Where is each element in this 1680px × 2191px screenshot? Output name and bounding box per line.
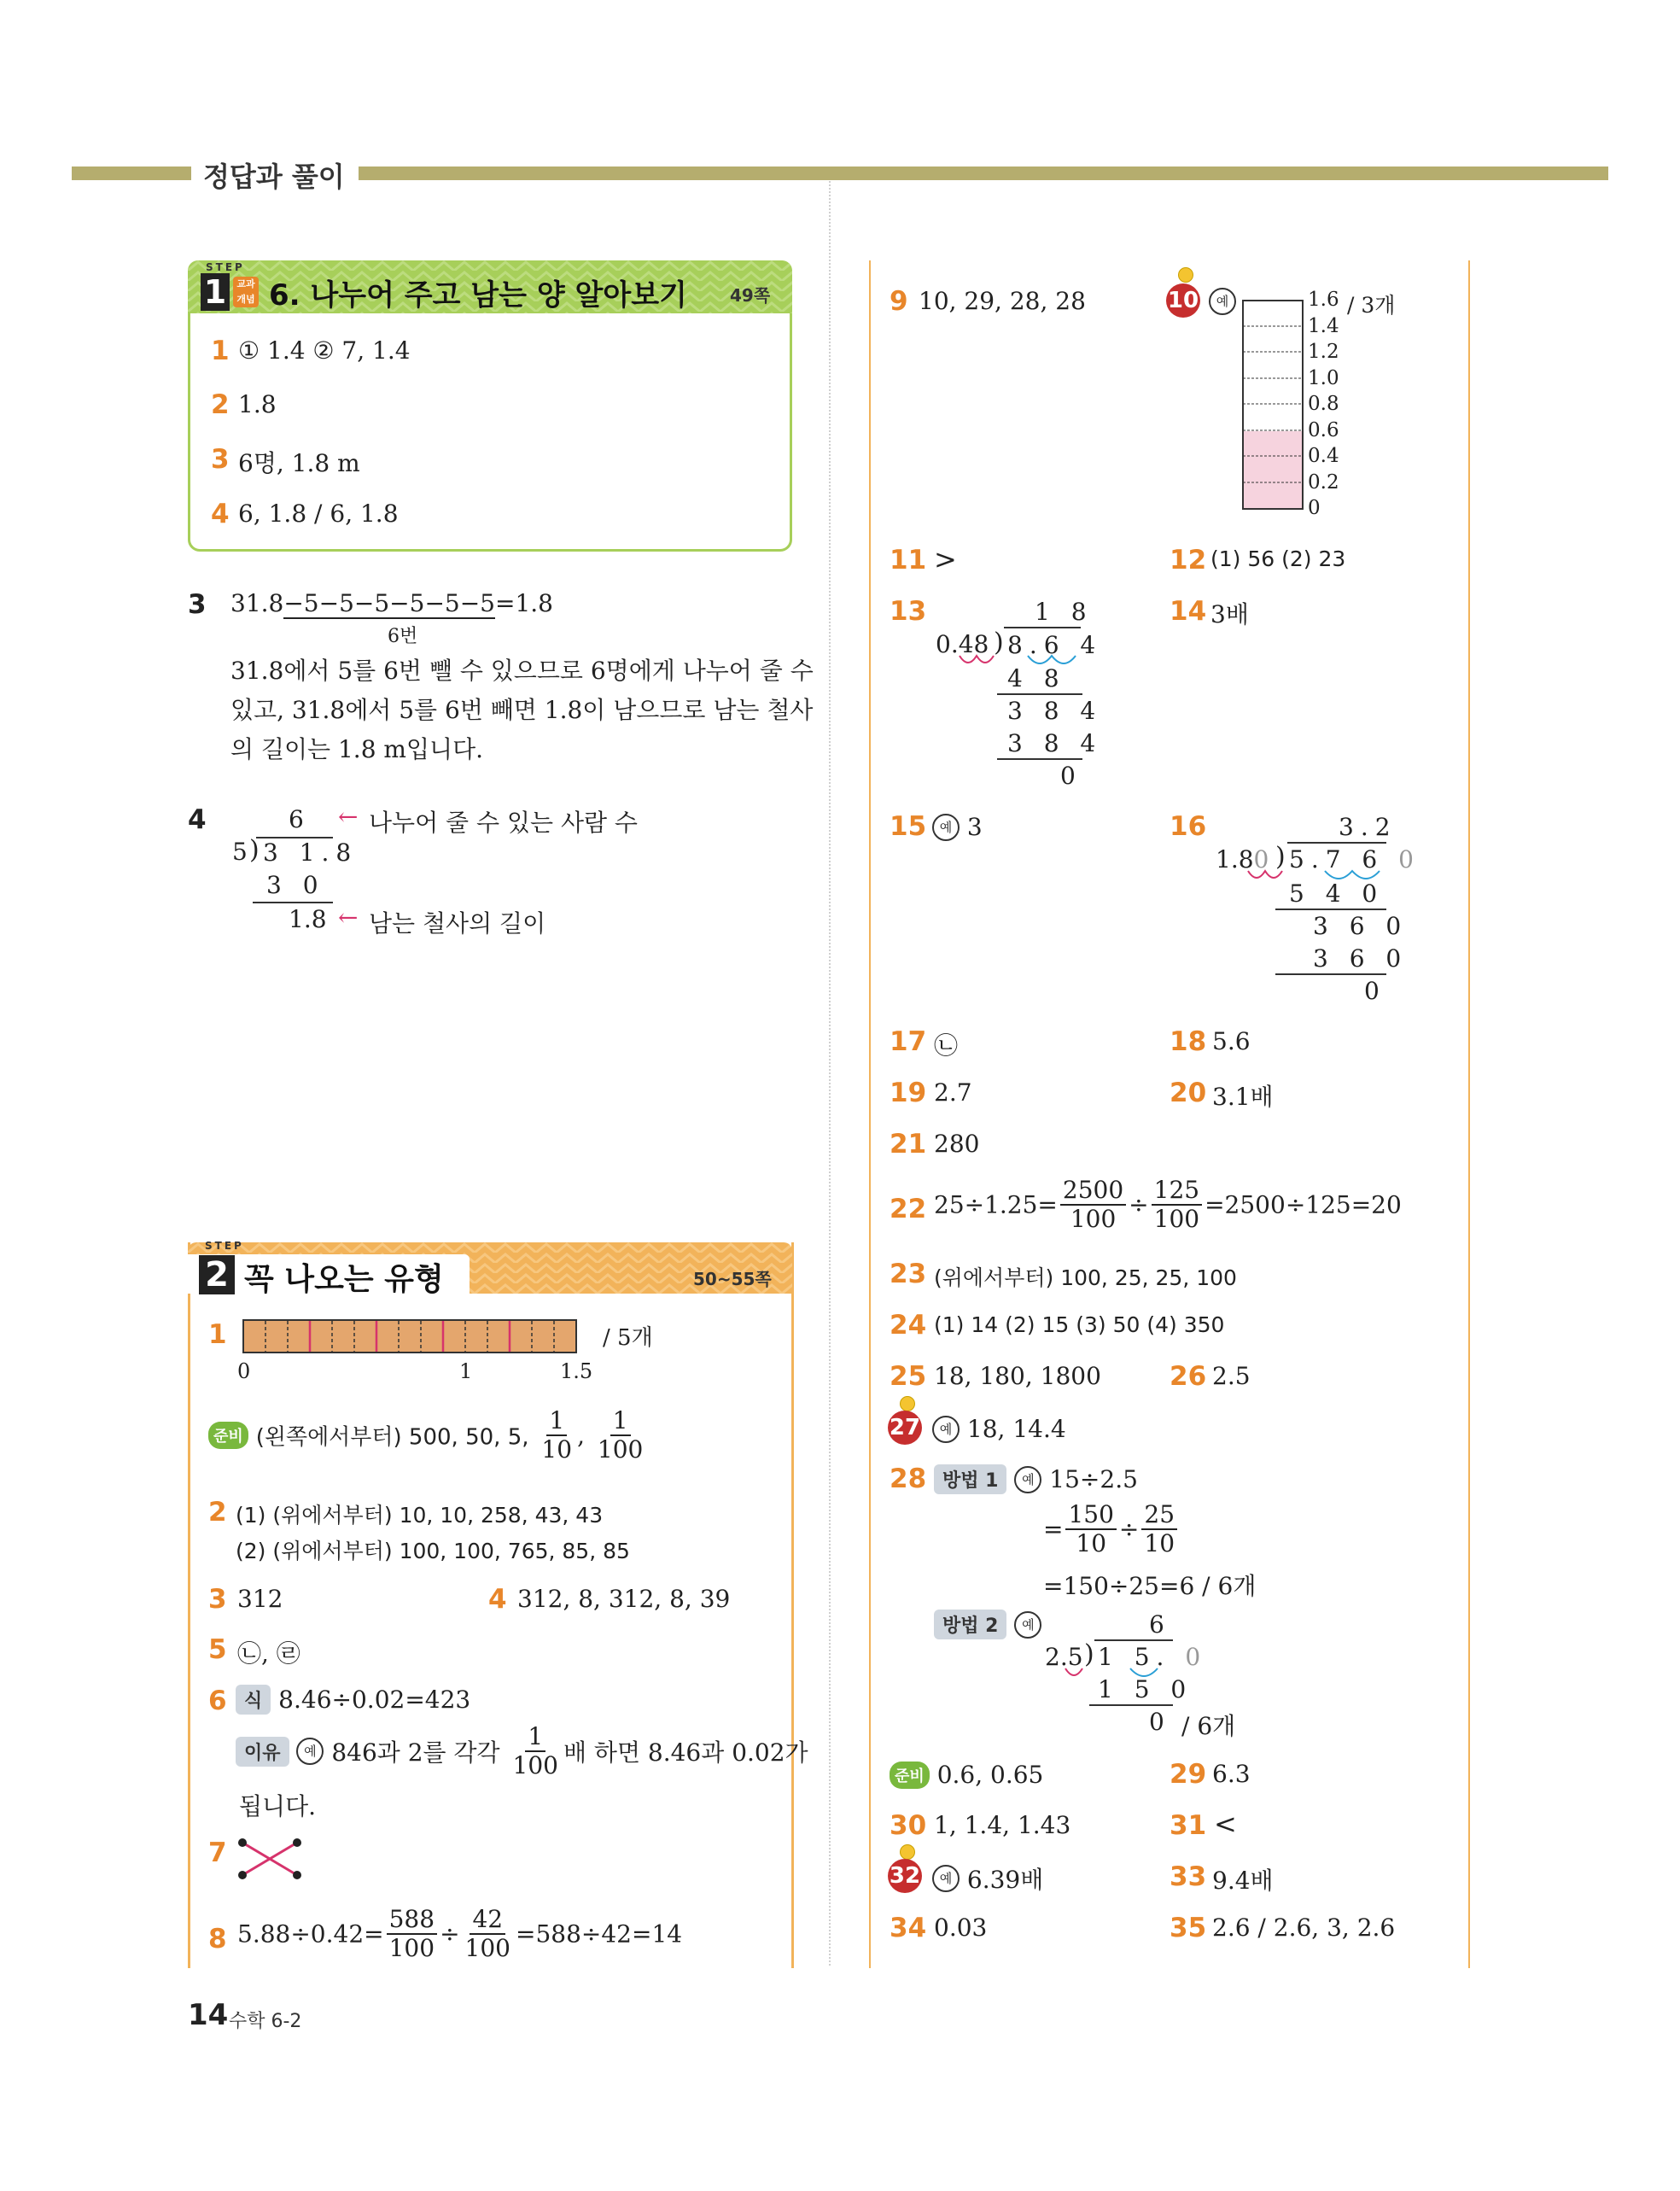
method2-tag: 방법 2: [934, 1610, 1006, 1639]
example-icon: 예: [932, 814, 960, 841]
example-icon: 예: [1014, 1611, 1041, 1639]
q28-l1: 15÷2.5: [1049, 1465, 1138, 1493]
q27-num-badge: 27: [888, 1411, 922, 1445]
sol4-rule: [253, 902, 333, 903]
q34: 0.03: [934, 1913, 988, 1942]
s2-q8-a: 5.88÷0.42=: [237, 1919, 384, 1949]
s2-q8-num: 8: [208, 1924, 227, 1954]
q14: 3배: [1210, 600, 1249, 628]
step1-ans4: 6, 1.8 / 6, 1.8: [238, 500, 399, 528]
q22-b: =2500÷125=20: [1205, 1190, 1402, 1219]
q28-paren: ): [1084, 1639, 1094, 1669]
q23: (위에서부터) 100, 25, 25, 100: [934, 1265, 1237, 1290]
q28-eq: =: [1043, 1515, 1064, 1544]
sol3-line3: 의 길이는 1.8 m입니다.: [230, 735, 484, 763]
sol4-divisor: 5: [232, 838, 248, 866]
step1-ans1: ① 1.4 ② 7, 1.4: [238, 336, 411, 365]
q21: 280: [934, 1130, 980, 1158]
s2-q4: 312, 8, 312, 8, 39: [517, 1585, 731, 1613]
step1-tag: 교과 개념: [233, 277, 259, 307]
frac-numerator: 2500: [1060, 1178, 1126, 1206]
step1-title: 6. 나누어 주고 남는 양 알아보기: [269, 278, 687, 313]
step1-ans3: 6명, 1.8 m: [238, 449, 360, 477]
s2-q6-line2: [236, 1722, 808, 1779]
s2-q1-tick1: 1: [459, 1359, 473, 1383]
s2-q6-reason-a: 846과 2를 각각: [331, 1738, 500, 1767]
q16-rule2: [1275, 973, 1386, 975]
q16-paren: ): [1275, 842, 1286, 872]
s2-q4-num: 4: [488, 1584, 507, 1615]
example-icon: 예: [296, 1738, 324, 1765]
example-icon: 예: [932, 1416, 960, 1443]
frac-denominator: 10: [1076, 1529, 1107, 1557]
q28-dividend-extra: 0: [1185, 1643, 1208, 1671]
step1-ans2: 1.8: [238, 390, 277, 418]
step2-badge: STEP: [205, 1240, 244, 1252]
q28-suffix: / 6개: [1181, 1712, 1236, 1740]
step1-number: 1: [201, 273, 230, 311]
q21-num: 21: [890, 1129, 927, 1160]
q16-r4: 0: [1364, 977, 1386, 1005]
q19: 2.7: [934, 1078, 972, 1107]
q34-num: 34: [890, 1913, 927, 1943]
frac-numerator: 588: [387, 1908, 437, 1935]
q28-divisor: 2.5: [1045, 1643, 1083, 1671]
q10-label-4: 0.8: [1308, 393, 1339, 415]
q22-num: 22: [890, 1194, 927, 1224]
frac-numerator: 42: [470, 1908, 505, 1935]
q25-num: 25: [890, 1361, 927, 1392]
frac-denominator: 10: [1144, 1529, 1175, 1557]
q16-divisor-extra: 0: [1253, 845, 1269, 873]
example-icon: 예: [1209, 288, 1236, 315]
frac-denominator: 100: [464, 1934, 510, 1962]
reason-tag: 이유: [236, 1737, 289, 1767]
q22: [934, 1178, 1402, 1231]
q10-num-badge: 10: [1166, 283, 1200, 318]
q22-a: 25÷1.25=: [934, 1190, 1058, 1219]
q16-rule1: [1275, 909, 1386, 910]
q28-op: ÷: [1118, 1515, 1140, 1544]
s2-q3-num: 3: [208, 1584, 227, 1615]
q28-frac1: [1065, 1500, 1116, 1557]
q33-num: 33: [1170, 1861, 1207, 1892]
q26-num: 26: [1170, 1361, 1207, 1392]
q28-frac2: [1141, 1500, 1177, 1557]
q30-num: 30: [890, 1810, 927, 1841]
s2-q6-frac: [510, 1722, 561, 1779]
q15-num: 15: [890, 811, 927, 842]
s2-prep1-frac2: [595, 1406, 645, 1464]
q24: (1) 14 (2) 15 (3) 50 (4) 350: [934, 1312, 1225, 1337]
q16-bracket-top: [1287, 842, 1386, 844]
q13-r3: 3 8 4: [1007, 729, 1103, 757]
header-bar-left: [72, 167, 191, 180]
prep-badge: 준비: [890, 1762, 930, 1789]
q13-dividend: 8.6 4: [1007, 631, 1103, 659]
formula-tag: 식: [236, 1685, 271, 1715]
sol3-eq-end: =1.8: [495, 589, 553, 617]
s2-q8-frac2: [463, 1905, 513, 1962]
q11: >: [934, 543, 957, 576]
s2-q1-suffix: / 5개: [603, 1325, 653, 1351]
q13-r4: 0: [1060, 762, 1082, 790]
step2-pages: 50~55쪽: [693, 1269, 772, 1289]
sol4-paren: ): [249, 835, 260, 865]
q17: ㉡: [934, 1031, 959, 1060]
q16-r1: 5 4 0: [1289, 879, 1385, 908]
q10-label-1: 1.4: [1308, 315, 1339, 337]
q10-label-3: 1.0: [1308, 367, 1339, 389]
example-icon: 예: [932, 1865, 960, 1892]
q13-quotient: 1 8: [1035, 598, 1094, 626]
method1-tag: 방법 1: [934, 1464, 1006, 1494]
q16-num: 16: [1170, 811, 1207, 842]
sol4-dividend: 3 1.8: [263, 838, 359, 867]
q28-line2: [1043, 1500, 1180, 1557]
s2-q6-expr: 8.46÷0.02=423: [278, 1686, 471, 1714]
sol3-eq: [230, 589, 553, 617]
q28-rule: [1089, 1704, 1173, 1706]
example-icon: 예: [1014, 1466, 1041, 1493]
s2-prep1-frac1: [539, 1406, 575, 1464]
q22-frac2: [1152, 1178, 1202, 1231]
s2-q2-num: 2: [208, 1497, 227, 1528]
s2-q6-reason-c: 됩니다.: [239, 1792, 317, 1820]
s2-q1-tick2: 1.5: [560, 1359, 593, 1383]
header-title: 정답과 풀이: [203, 161, 345, 193]
s2-q8: [237, 1905, 683, 1962]
number-line-bar: [242, 1319, 584, 1353]
frac-denominator: 100: [1070, 1205, 1117, 1233]
q32-num-badge: 32: [888, 1859, 922, 1893]
q13-num: 13: [890, 596, 927, 627]
frac-denominator: 10: [541, 1435, 573, 1464]
q9-num: 9: [890, 286, 908, 317]
sol4-note2: 남는 철사의 길이: [369, 909, 546, 938]
q32-text: 6.39배: [966, 1866, 1044, 1894]
q32-smiley-icon: [900, 1844, 915, 1860]
step2-title: 꼭 나오는 유형: [244, 1262, 444, 1297]
frac-numerator: 25: [1141, 1503, 1177, 1530]
q12-num: 12: [1170, 545, 1207, 576]
q32: [932, 1861, 1043, 1896]
sol3-line2: 있고, 31.8에서 5를 6번 빼면 1.8이 남으므로 남는 철사: [230, 696, 814, 724]
q16-dividend-extra: 0: [1398, 845, 1420, 873]
q15: [932, 811, 983, 841]
q13-rule1: [997, 693, 1082, 695]
q10-label-5: 0.6: [1308, 419, 1339, 441]
q9: 10, 29, 28, 28: [919, 287, 1086, 315]
sol4-remainder: 1.8: [289, 905, 327, 933]
frac-denominator: 100: [1153, 1205, 1200, 1233]
q10-bar-graph: [1241, 299, 1310, 512]
q27-num: [888, 1411, 922, 1445]
sol3-eq-start: 31.8: [230, 589, 284, 617]
s2-q1-num: 1: [208, 1319, 227, 1350]
sol4-quotient: 6: [289, 805, 304, 833]
q25: 18, 180, 1800: [934, 1362, 1101, 1390]
column-divider: [829, 181, 831, 1966]
q23-num: 23: [890, 1259, 927, 1289]
prep2-text: 0.6, 0.65: [936, 1761, 1044, 1789]
s2-q5-num: 5: [208, 1634, 227, 1665]
q20-num: 20: [1170, 1078, 1207, 1108]
s2-q6-reason-b: 배 하면 8.46과 0.02가: [563, 1738, 808, 1767]
sol3-under: 6번: [388, 626, 418, 647]
q27-text: 18, 14.4: [966, 1415, 1066, 1443]
sol4-num: 4: [188, 804, 207, 835]
q35-num: 35: [1170, 1913, 1207, 1943]
q33: 9.4배: [1212, 1867, 1274, 1895]
q16-dividend-text: 5.7 6: [1289, 845, 1385, 873]
q28-quotient: 6: [1149, 1610, 1171, 1639]
frac-numerator: 1: [546, 1409, 567, 1436]
q10-label-7: 0.2: [1308, 471, 1339, 494]
q12: (1) 56 (2) 23: [1210, 546, 1346, 571]
q13-divisor: 0.48: [936, 630, 989, 658]
q16-r2: 3 6 0: [1313, 912, 1409, 940]
s2-q6-num: 6: [208, 1686, 227, 1716]
s2-q5: ㉡, ㉣: [237, 1639, 300, 1668]
q10-num: [1166, 283, 1200, 318]
step1-ans3-num: 3: [211, 444, 230, 475]
q11-num: 11: [890, 545, 927, 576]
sol4-arrow2: ←: [338, 903, 359, 932]
step1-ans1-num: 1: [211, 336, 230, 366]
q10-smiley-icon: [1178, 267, 1193, 283]
sol3-line1: 31.8에서 5를 6번 뺄 수 있으므로 6명에게 나누어 줄 수: [230, 657, 814, 685]
q10-ye: [1209, 288, 1236, 315]
frac-denominator: 100: [512, 1751, 558, 1779]
step1-ans4-num: 4: [211, 499, 230, 529]
q13-bracket-top: [1004, 627, 1081, 628]
q29: 6.3: [1212, 1760, 1251, 1788]
q15-text: 3: [966, 813, 983, 841]
sol4-note1: 나누어 줄 수 있는 사람 수: [369, 809, 638, 837]
sol4-sub: 3 0: [266, 871, 325, 899]
q31: <: [1214, 1808, 1237, 1840]
frac-numerator: 1: [525, 1725, 545, 1752]
q14-num: 14: [1170, 596, 1207, 627]
frac-numerator: 1: [610, 1409, 631, 1436]
sol3-num: 3: [188, 589, 207, 620]
s2-prep1-text: (왼쪽에서부터) 500, 50, 5,: [255, 1424, 529, 1451]
q31-num: 31: [1170, 1810, 1207, 1841]
q16-quotient: 3.2: [1339, 813, 1397, 841]
s2-q7-num: 7: [208, 1838, 227, 1868]
q28-bracket-top: [1094, 1639, 1173, 1641]
frac-denominator: 100: [597, 1435, 644, 1464]
frac-numerator: 150: [1065, 1503, 1116, 1530]
q20: 3.1배: [1212, 1083, 1274, 1111]
s2-q3: 312: [237, 1585, 283, 1613]
s2-q1-tick0: 0: [237, 1359, 251, 1383]
q10-suffix: / 3개: [1347, 293, 1396, 318]
q28-num: 28: [890, 1464, 927, 1494]
s2-q8-b: =588÷42=14: [515, 1919, 683, 1949]
frac-denominator: 100: [388, 1934, 435, 1962]
s2-q6-line1: [236, 1684, 470, 1715]
q28-line1: [934, 1464, 1138, 1494]
q28-r1: 1 5 0: [1098, 1675, 1193, 1703]
q10-label-2: 1.2: [1308, 341, 1339, 363]
q28-line3: =150÷25=6 / 6개: [1043, 1572, 1257, 1600]
q16-r3: 3 6 0: [1313, 944, 1409, 973]
right-border-left: [869, 260, 871, 1968]
prep-badge: 준비: [208, 1422, 248, 1449]
q10-label-0: 1.6: [1308, 289, 1339, 311]
footer-subject: 수학 6-2: [229, 2011, 302, 2032]
q26: 2.5: [1212, 1362, 1251, 1390]
right-border-right: [1468, 260, 1470, 1968]
q27: [932, 1413, 1066, 1443]
q35: 2.6 / 2.6, 3, 2.6: [1212, 1913, 1396, 1942]
footer-page: 14: [188, 1998, 229, 2032]
q18-num: 18: [1170, 1026, 1207, 1057]
q28-dividend-text: 1 5.: [1098, 1643, 1171, 1671]
s2-q8-op: ÷: [440, 1919, 460, 1949]
q28-method2: [934, 1609, 1041, 1639]
q22-op: ÷: [1129, 1190, 1149, 1219]
cross-lines-diagram: [237, 1836, 302, 1882]
s2-q2-line2: (2) (위에서부터) 100, 100, 765, 85, 85: [236, 1539, 630, 1563]
sol4-arrow1: ←: [338, 803, 359, 831]
s2-q8-frac1: [387, 1905, 437, 1962]
q24-num: 24: [890, 1310, 927, 1341]
step2-number: 2: [199, 1255, 235, 1294]
q10-label-6: 0.4: [1308, 445, 1339, 467]
header-bar-right: [359, 167, 1608, 180]
q13-r1: 4 8: [1007, 664, 1066, 692]
q32-num: [888, 1859, 922, 1893]
frac-numerator: 125: [1152, 1178, 1202, 1206]
q16-divisor-text: 1.8: [1216, 845, 1254, 873]
s2-q2-line1: (1) (위에서부터) 10, 10, 258, 43, 43: [236, 1503, 604, 1528]
q22-frac1: [1060, 1178, 1126, 1231]
q10-label-8: 0: [1308, 497, 1321, 519]
q29-num: 29: [1170, 1759, 1207, 1790]
step1-panel: [188, 260, 792, 552]
q13-r2: 3 8 4: [1007, 697, 1103, 725]
step1-page: 49쪽: [730, 285, 771, 306]
q13-paren: ): [994, 628, 1004, 657]
q17-num: 17: [890, 1026, 927, 1057]
q28-r2: 0: [1149, 1708, 1171, 1736]
s2-prep1: 준비 (왼쪽에서부터) 500, 50, 5, $\frac{1}{10}$ , $\frac{1}{100}$: [208, 1409, 648, 1462]
q18: 5.6: [1212, 1027, 1251, 1055]
q27-smiley-icon: [900, 1396, 915, 1411]
step1-ans2-num: 2: [211, 389, 230, 420]
q19-num: 19: [890, 1078, 927, 1108]
q30: 1, 1.4, 1.43: [934, 1811, 1071, 1839]
q13-rule2: [997, 758, 1082, 760]
prep2: [890, 1759, 1043, 1789]
step1-badge: STEP: [206, 261, 245, 273]
sol3-eq-mid: −5−5−5−5−5−5: [283, 589, 495, 617]
